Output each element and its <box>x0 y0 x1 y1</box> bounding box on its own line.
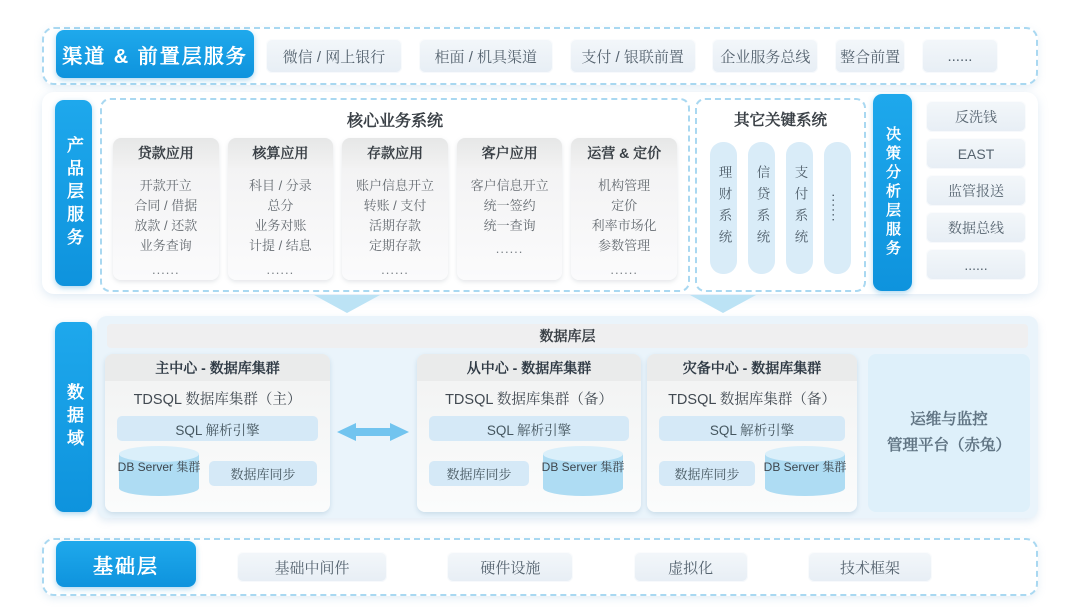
cluster-bottom <box>105 441 330 511</box>
foundation-pill-row <box>237 540 932 594</box>
app-item: 定价 <box>611 198 638 214</box>
app-card-body <box>342 168 448 280</box>
decision-layer-label: 决策分析层服务 <box>873 94 912 291</box>
app-item: 业务对账 <box>254 218 307 234</box>
app-item: 活期存款 <box>368 218 421 234</box>
system-pill-credit: 信贷系统 <box>748 142 775 274</box>
cluster-title: 主中心 - 数据库集群 <box>105 354 330 381</box>
db-layer-title: 数据库层 <box>107 324 1028 348</box>
core-system-box <box>100 98 690 292</box>
app-item: 业务查询 <box>139 238 192 254</box>
decision-item: 监管报送 <box>926 175 1026 206</box>
app-item: ...... <box>151 261 180 277</box>
db-clusters <box>97 354 1038 512</box>
foundation-item: 硬件设施 <box>447 552 573 582</box>
other-systems-box <box>695 98 866 292</box>
down-arrow-icon <box>314 295 380 313</box>
primary-cluster-card <box>105 354 330 512</box>
core-system-columns <box>102 131 688 280</box>
db-server-cylinder-icon <box>541 445 625 499</box>
cluster-subtitle: TDSQL 数据库集群（主） <box>133 392 302 408</box>
secondary-cluster-card <box>417 354 641 512</box>
db-server-label: DB Server 集群 <box>763 460 847 474</box>
system-pill-wealth: 理财系统 <box>710 142 737 274</box>
decision-item: 数据总线 <box>926 212 1026 243</box>
app-item: 计提 / 结息 <box>248 238 312 254</box>
cluster-subtitle: TDSQL 数据库集群（备） <box>445 392 613 408</box>
cluster-title: 从中心 - 数据库集群 <box>417 354 641 381</box>
app-item: 定期存款 <box>368 238 421 254</box>
foundation-layer-label: 基础层 <box>56 541 196 587</box>
app-card-customer <box>457 138 563 280</box>
channel-pill-row <box>266 29 998 83</box>
app-item: 机构管理 <box>598 178 651 193</box>
foundation-item: 技术框架 <box>808 552 932 582</box>
app-item: 利率市场化 <box>591 218 657 234</box>
data-domain-label: 数据域 <box>55 322 92 512</box>
app-item: 参数管理 <box>598 238 651 254</box>
cluster-bottom <box>647 441 857 511</box>
app-card-header: 贷款应用 <box>113 138 219 168</box>
ops-platform-line2: 管理平台（赤兔） <box>886 437 1011 454</box>
app-item: 客户信息开立 <box>470 178 549 193</box>
app-item: 总分 <box>267 198 294 214</box>
channel-item: 微信 / 网上银行 <box>266 39 402 73</box>
app-card-operation-pricing <box>571 138 677 280</box>
app-item: ...... <box>381 261 409 277</box>
product-layer-row <box>42 92 1038 294</box>
app-card-header: 存款应用 <box>342 138 448 168</box>
sql-engine-bar: SQL 解析引擎 <box>659 416 845 441</box>
sync-double-arrow-icon <box>335 420 411 444</box>
db-server-label: DB Server 集群 <box>117 460 201 474</box>
ops-platform-line1: 运维与监控 <box>910 410 988 428</box>
app-item: 开款开立 <box>139 178 192 193</box>
app-item: 账户信息开立 <box>355 178 434 193</box>
data-domain-box <box>97 316 1038 518</box>
channel-item: 支付 / 银联前置 <box>570 39 696 73</box>
channel-item: 整合前置 <box>835 39 905 73</box>
decision-layer-pills <box>926 101 1026 280</box>
decision-item: EAST <box>926 138 1026 169</box>
channel-item: 企业服务总线 <box>712 39 818 73</box>
db-sync-pill: 数据库同步 <box>209 461 317 486</box>
app-card-body <box>571 168 677 280</box>
core-system-title: 核心业务系统 <box>346 113 443 130</box>
other-systems-pills <box>697 142 864 274</box>
channel-item: ...... <box>922 39 998 73</box>
app-card-body <box>228 168 334 280</box>
app-card-header: 客户应用 <box>457 138 563 168</box>
foundation-item: 基础中间件 <box>237 552 387 582</box>
app-item: ...... <box>495 241 524 257</box>
system-pill-more <box>824 142 851 274</box>
app-item: ...... <box>266 261 295 277</box>
dr-cluster-card <box>647 354 857 512</box>
app-item: 统一查询 <box>483 218 536 234</box>
other-systems-title: 其它关键系统 <box>733 112 827 129</box>
app-item: 合同 / 借据 <box>134 198 198 214</box>
app-card-accounting <box>228 138 334 280</box>
app-item: 统一签约 <box>483 198 536 214</box>
sql-engine-bar: SQL 解析引擎 <box>117 416 318 441</box>
foundation-item: 虚拟化 <box>634 552 748 582</box>
down-arrow-icon <box>690 295 756 313</box>
dots-label: ...... <box>829 193 846 223</box>
decision-item: 反洗钱 <box>926 101 1026 132</box>
cluster-subtitle: TDSQL 数据库集群（备） <box>668 392 836 408</box>
app-card-header: 核算应用 <box>228 138 334 168</box>
db-server-label: DB Server 集群 <box>541 460 625 474</box>
app-item: 科目 / 分录 <box>248 178 312 193</box>
app-item: 放款 / 还款 <box>134 218 198 234</box>
db-server-cylinder-icon <box>117 445 201 499</box>
app-card-body <box>113 168 219 280</box>
db-server-cylinder-icon <box>763 445 847 499</box>
decision-item: ...... <box>926 249 1026 280</box>
cluster-bottom <box>417 441 641 511</box>
channel-layer-label: 渠道 & 前置层服务 <box>56 30 254 78</box>
sql-engine-bar: SQL 解析引擎 <box>429 416 629 441</box>
app-card-body <box>457 168 563 280</box>
app-item: 转账 / 支付 <box>363 198 427 214</box>
system-pill-payment: 支付系统 <box>786 142 813 274</box>
app-item: ...... <box>610 261 638 277</box>
app-card-deposit <box>342 138 448 280</box>
db-sync-pill: 数据库同步 <box>429 461 529 486</box>
channel-item: 柜面 / 机具渠道 <box>419 39 553 73</box>
app-card-header: 运营 & 定价 <box>571 138 677 168</box>
product-layer-label: 产品层服务 <box>55 100 92 286</box>
ops-platform-box <box>868 354 1030 512</box>
db-sync-pill: 数据库同步 <box>659 461 755 486</box>
app-card-loan <box>113 138 219 280</box>
cluster-title: 灾备中心 - 数据库集群 <box>647 354 857 381</box>
